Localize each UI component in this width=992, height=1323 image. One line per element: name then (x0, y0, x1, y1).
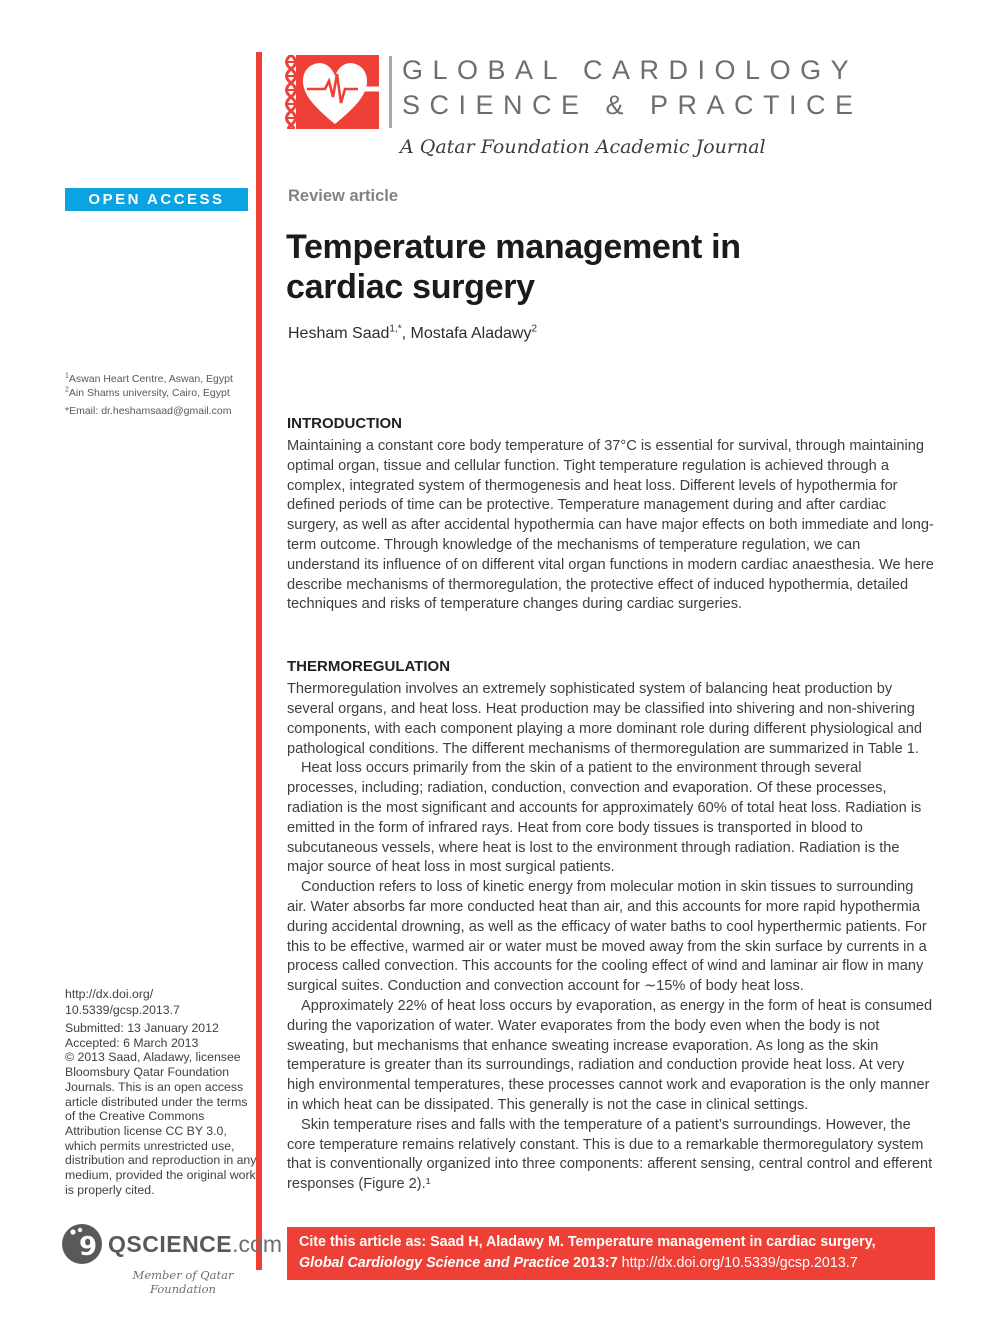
author-1-superscript: 1,* (389, 323, 402, 335)
authors-line (288, 325, 537, 343)
affiliation-2-text: Ain Shams university, Cairo, Egypt (68, 387, 230, 399)
qscience-logo (60, 1222, 282, 1296)
author-2: Mostafa Aladawy (410, 325, 532, 342)
author-1: Hesham Saad (288, 325, 390, 342)
open-access-badge: OPEN ACCESS (65, 188, 248, 211)
section-introduction (287, 414, 935, 615)
citation-journal-italic: Global Cardiology Science and Practice (299, 1255, 574, 1271)
citation-text: Cite this article as: Saad H, Aladawy M. Temperature management in cardiac surgery, (299, 1234, 876, 1250)
doi-line1[interactable]: http://dx.doi.org/ (65, 987, 154, 1001)
header-divider (389, 56, 392, 128)
doi-block[interactable] (65, 987, 180, 1018)
qscience-name: QSCIENCE (108, 1230, 233, 1257)
affiliation-1-superscript: 1 (65, 372, 69, 380)
thermoregulation-paragraph-5: Skin temperature rises and falls with the temperature of a patient’s surroundings. However, the core temperature remains relatively constant. This is due to a remarkable thermoregulatory system that is conventionally organized into three components: afferent sensing, central control and efferent responses (Figure 2).¹ (287, 1116, 933, 1193)
article-type-label: Review article (288, 187, 399, 205)
section-heading-thermoregulation: THERMOREGULATION (287, 658, 451, 676)
affiliation-2-superscript: 2 (65, 386, 69, 394)
qscience-domain-suffix: .com (232, 1230, 282, 1257)
heart-dna-logo-icon (282, 55, 379, 129)
email-label: *Email: (65, 405, 102, 417)
affiliation-1 (65, 372, 255, 386)
qscience-tagline: Member of Qatar Foundation (132, 1268, 234, 1296)
affiliations-block (65, 372, 255, 418)
author-2-superscript: 2 (531, 323, 538, 335)
email-address[interactable]: dr.heshamsaad@gmail.com (101, 405, 232, 417)
accepted-date: Accepted: 6 March 2013 (65, 1035, 199, 1050)
qscience-wordmark[interactable] (108, 1231, 282, 1258)
author-separator: , (401, 325, 411, 342)
qscience-moon-icon (60, 1222, 104, 1266)
thermoregulation-paragraph-3: Conduction refers to loss of kinetic energy from molecular motion in skin tissues to surrounding air. Water absorbs far more conducted heat than air, and this accounts for more rapid hypothermia during accidental drowning, as well as the efficacy of water baths to cool hyperthermic patients. For this to be effective, warmed air or water must be moved away from the skin surface by currents in a process called convection. This accounts for the cooling effect of wind and laminar air flow in many surgical suites. Conduction and convection account for ∼15% of body heat loss. (287, 879, 927, 995)
journal-name (402, 53, 863, 123)
thermoregulation-paragraph-4: Approximately 22% of heat loss occurs by evaporation, as energy in the form of heat is consumed during the vaporization of water. Water evaporates from the body even when the body is not sweating, but mechanisms that enhance sweating increase evaporation. As long as the skin temperature is greater than its surroundings, radiation and conduction provide heat loss. At very high environmental temperatures, these processes cannot work and evaporation is the only manner in which heat can be dissipated. This generally is not the case in clinical settings. (287, 997, 933, 1113)
citation-volume: 2013:7 (573, 1255, 622, 1271)
article-body (287, 414, 935, 1195)
svg-text:9: 9 (79, 1232, 98, 1262)
article-title: Temperature management in cardiac surgery (286, 228, 741, 306)
section-heading-introduction: INTRODUCTION (287, 415, 402, 432)
journal-tagline: A Qatar Foundation Academic Journal (400, 136, 766, 158)
journal-logo (282, 55, 379, 129)
license-text: © 2013 Saad, Aladawy, licensee Bloomsbury Qatar Foundation Journals. This is an open access article distributed under the terms of the Creative Commons Attribution license CC BY 3.0, which permits unrestricted use, distribution and reproduction in any medium, provided the original work is properly cited. (65, 1050, 257, 1197)
journal-name-line1: GLOBAL CARDIOLOGY (402, 55, 859, 85)
introduction-paragraph-1: Maintaining a constant core body temperature of 37°C is essential for survival, through maintaining optimal organ, tissue and cellular function. Tight temperature regulation is achieved through a complex, integrated system of thermogenesis and heat loss. Different levels of hypothermia for defined periods of time can be protective. Temperature management during and after cardiac surgery, as well as after accidental hypothermia can have major effects on both immediate and long-term outcome. Through knowledge of the mechanisms of temperature regulation, we can understand its influence of on different vital organ functions in modern cardiac anaesthesia. We here describe mechanisms of thermoregulation, the protective effect of induced hypothermia, detailed techniques and risks of temperature changes during cardiac surgeries. (287, 438, 934, 613)
thermoregulation-paragraph-2: Heat loss occurs primarily from the skin of a patient to the environment through several processes, including; radiation, conduction, convection and evaporation. Of these processes, radiation is the most significant and accounts for approximately 60% of total heat loss. Radiation is emitted in the form of infrared rays. Heat from core body tissues is transported in blood to subcutaneous vessels, where heat is lost to the environment through radiation. Radiation is the major source of heat loss in most surgical patients. (287, 760, 922, 876)
doi-line2[interactable]: 10.5339/gcsp.2013.7 (65, 1002, 180, 1017)
thermoregulation-paragraph-1: Thermoregulation involves an extremely sophisticated system of balancing heat production by several organs, and heat loss. Heat production may be classified into shivering and non-shivering components, with each component playing a more dominant role during different physiological and pathological conditions. The different mechanisms of thermoregulation are summarized in Table 1. (287, 681, 922, 757)
journal-name-line2: SCIENCE & PRACTICE (402, 90, 863, 120)
citation-doi-link[interactable]: http://dx.doi.org/10.5339/gcsp.2013.7 (621, 1255, 858, 1271)
affiliation-2 (65, 386, 255, 400)
citation-box (287, 1227, 935, 1280)
submitted-date: Submitted: 13 January 2012 (65, 1021, 219, 1035)
email-line (65, 404, 255, 418)
section-thermoregulation (287, 657, 935, 1195)
affiliation-1-text: Aswan Heart Centre, Aswan, Egypt (68, 373, 233, 385)
submission-license-block (65, 1021, 260, 1197)
